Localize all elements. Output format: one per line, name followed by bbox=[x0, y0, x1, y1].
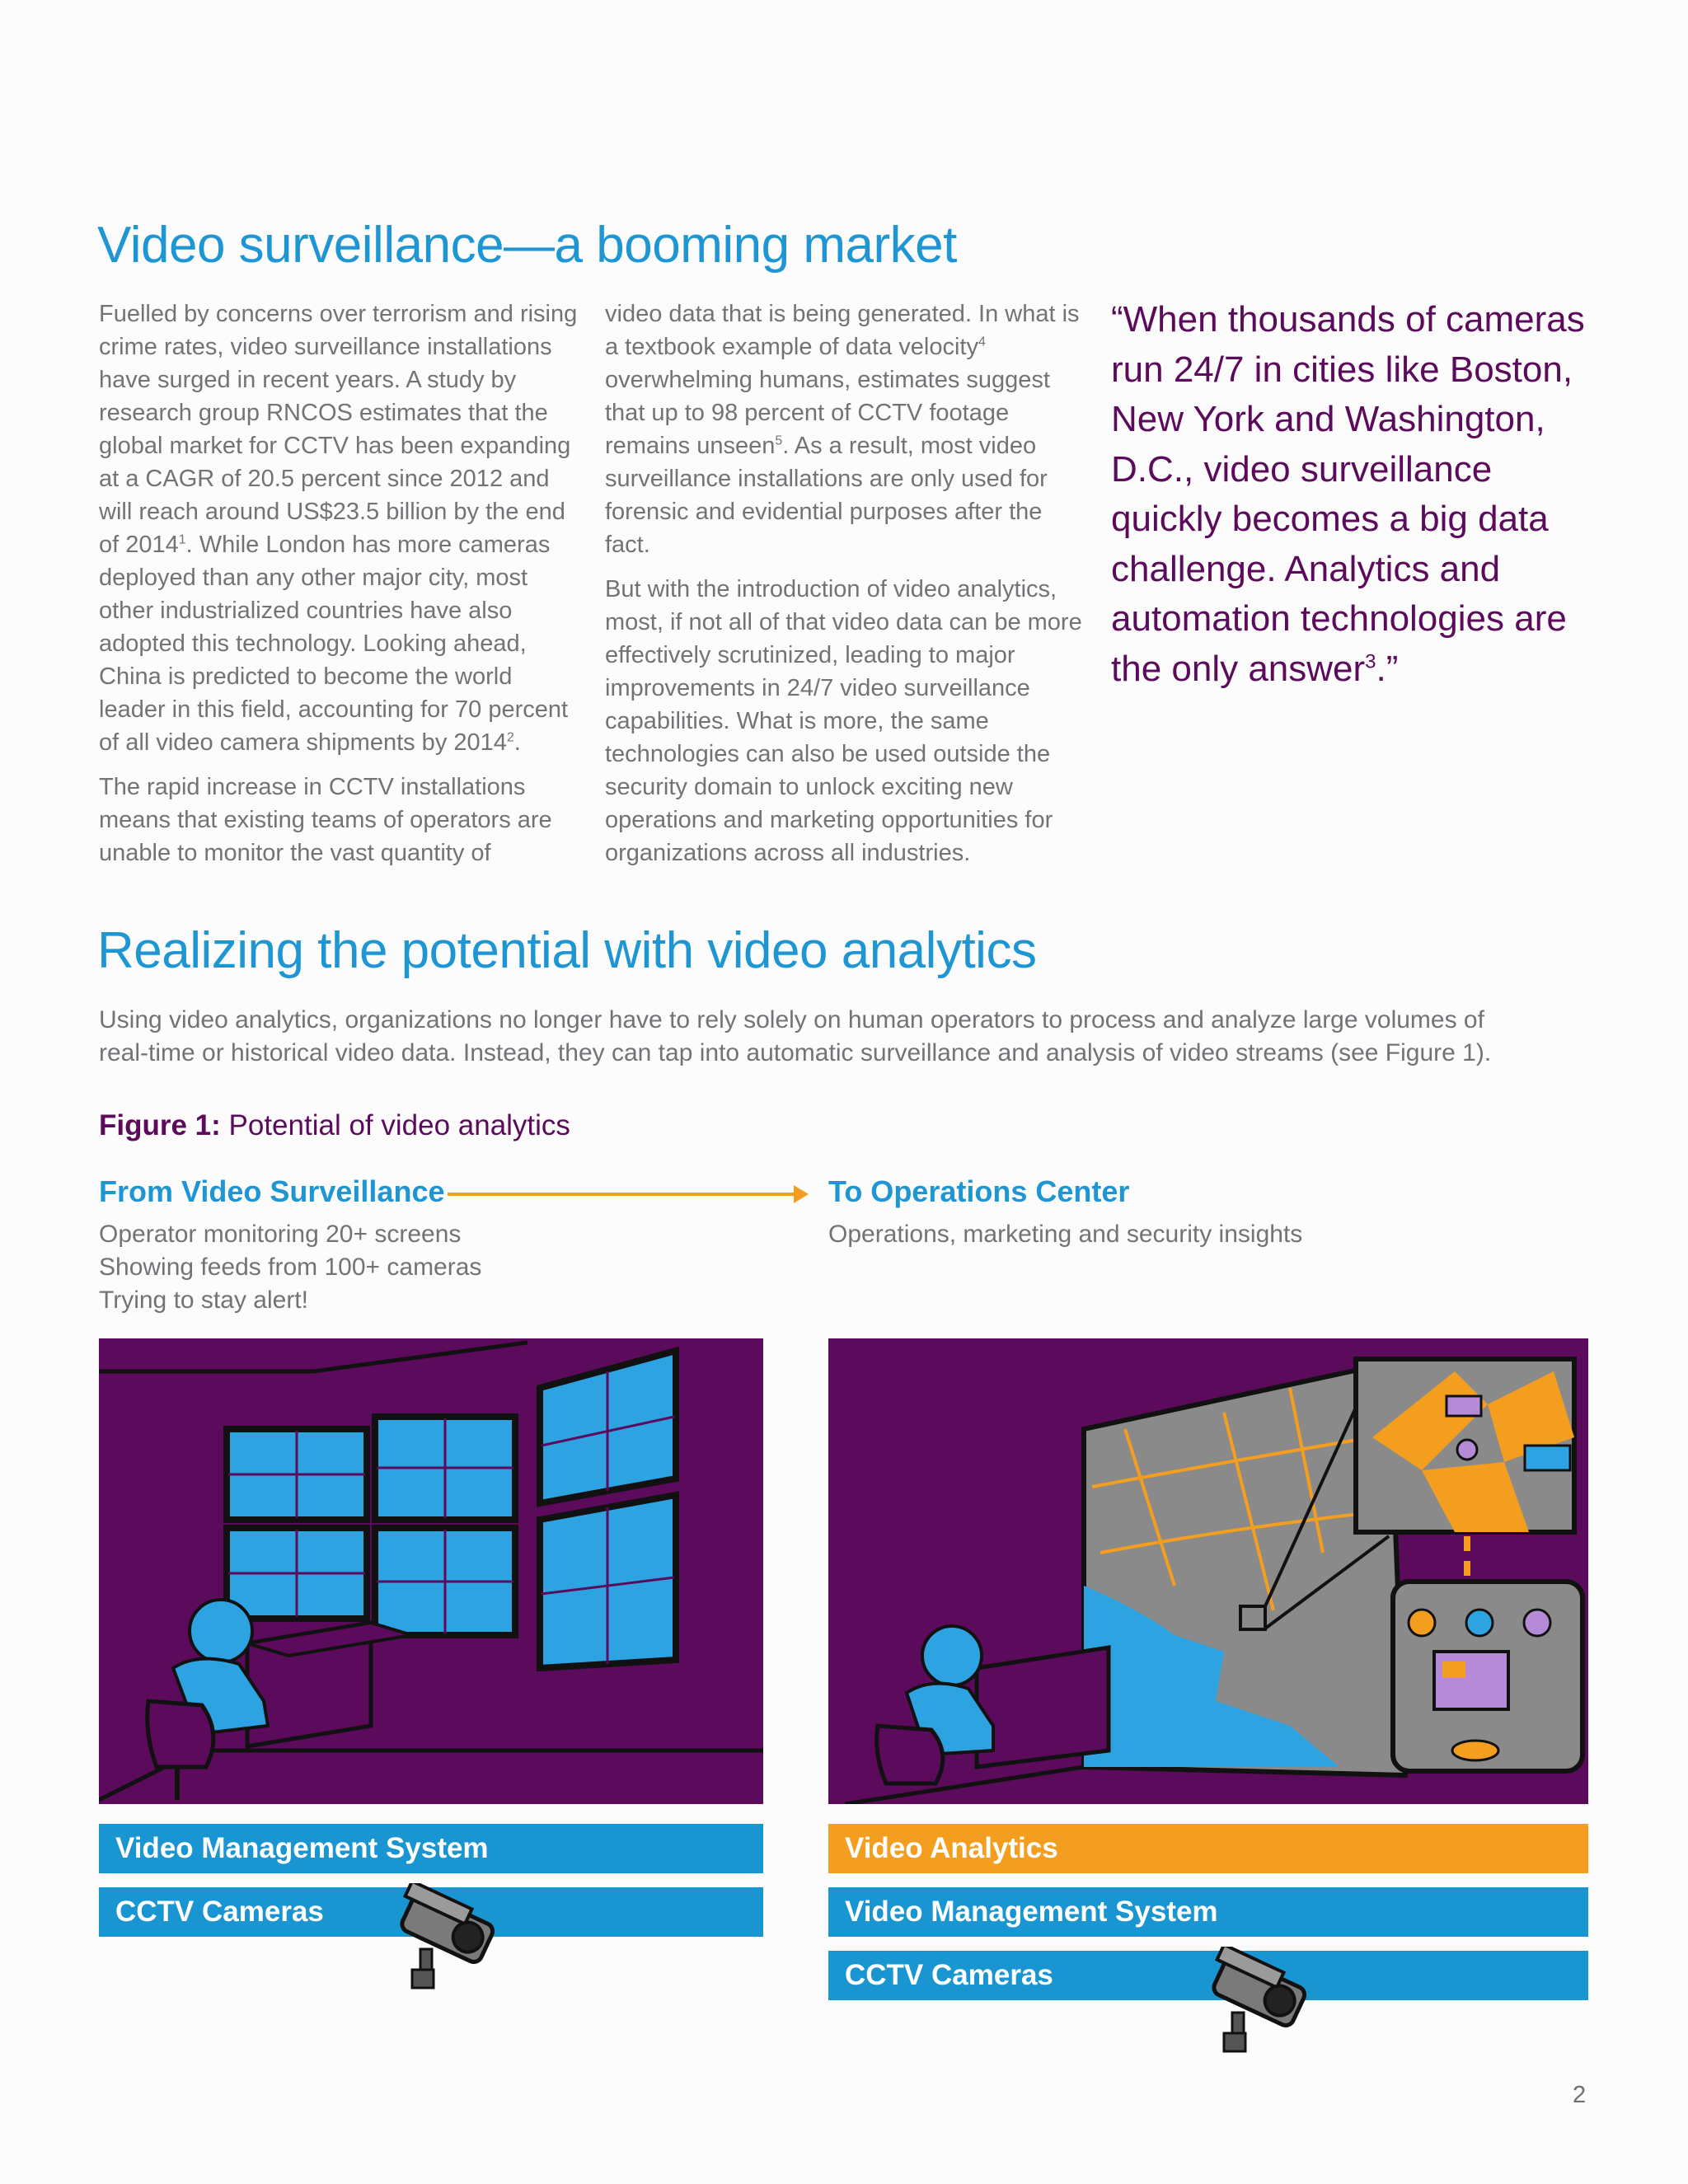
from-line: Showing feeds from 100+ cameras bbox=[99, 1254, 482, 1281]
from-heading: From Video Surveillance bbox=[99, 1174, 445, 1208]
section-intro: Using video analytics, organizations no longer have to rely solely on human operators to process and analyze large volumes of real-time or historical video data. Instead, they can tap into automatic surveillance and analysis of video streams (see Figure 1). bbox=[99, 1006, 1492, 1066]
page-number: 2 bbox=[1573, 2082, 1587, 2108]
pull-quote: “When thousands of cameras run 24/7 in cities like Boston, New York and Washington, D.C., video surveillance quickly becomes a big data challenge. Analytics and automation technologies are the only answer$^3$.” bbox=[1111, 299, 1585, 689]
operations-center-illustration bbox=[828, 1338, 1588, 1804]
section-title-realizing-potential: Realizing the potential with video analytics bbox=[97, 922, 1037, 979]
cctv-camera-icon bbox=[1199, 1947, 1323, 2058]
layer-bar-cctv-cameras: CCTV Cameras bbox=[828, 1951, 1588, 2000]
from-description bbox=[99, 1218, 481, 1317]
body-column-2 bbox=[605, 298, 1087, 881]
cctv-camera-icon bbox=[387, 1883, 511, 1994]
from-line: Trying to stay alert! bbox=[99, 1286, 308, 1314]
layer-bar-video-analytics: Video Analytics bbox=[828, 1824, 1588, 1873]
section-title-booming-market: Video surveillance—a booming market bbox=[97, 217, 957, 274]
layer-bar-cctv-cameras: CCTV Cameras bbox=[99, 1887, 763, 1937]
arrow-right-icon bbox=[448, 1182, 810, 1207]
to-line: Operations, marketing and security insights bbox=[828, 1221, 1303, 1248]
to-description bbox=[828, 1218, 1302, 1251]
surveillance-room-illustration bbox=[99, 1338, 763, 1804]
paragraph: Fuelled by concerns over terrorism and rising crime rates, video surveillance installations have surged in recent years. A study by research group RNCOS estimates that the global market for CCTV has been expanding at a CAGR of 20.5 percent since 2012 and will reach around US$23.5 billion by the end of 2014$^1$. While London has more cameras deployed than any other major city, most other industrialized countries have also adopted this technology. Looking ahead, China is predicted to become the world leader in this field, accounting for 70 percent of all video camera shipments by 2014$^2$. bbox=[99, 301, 578, 756]
layer-bar-video-management-system: Video Management System bbox=[828, 1887, 1588, 1937]
paragraph: But with the introduction of video analytics, most, if not all of that video data can be more effectively scrutinized, leading to major improvements in 24/7 video surveillance capabilities. What is more, the same technologies can also be used outside the security domain to unlock exciting new operations and marketing opportunities for organizations across all industries. bbox=[605, 576, 1082, 866]
layer-bar-video-management-system: Video Management System bbox=[99, 1824, 763, 1873]
paragraph: The rapid increase in CCTV installations means that existing teams of operators are unable to monitor the vast quantity of bbox=[99, 774, 552, 866]
from-line: Operator monitoring 20+ screens bbox=[99, 1221, 462, 1248]
figure-caption: Figure 1: Potential of video analytics bbox=[99, 1109, 570, 1141]
body-column-1 bbox=[99, 298, 581, 881]
to-heading: To Operations Center bbox=[828, 1174, 1130, 1208]
paragraph: video data that is being generated. In what is a textbook example of data velocity$^4$ overwhelming humans, estimates suggest that up to 98 percent of CCTV footage remains unseen$^5$. As a result, most video surveillance installations are only used for forensic and evidential purposes after the fact. bbox=[605, 301, 1080, 558]
